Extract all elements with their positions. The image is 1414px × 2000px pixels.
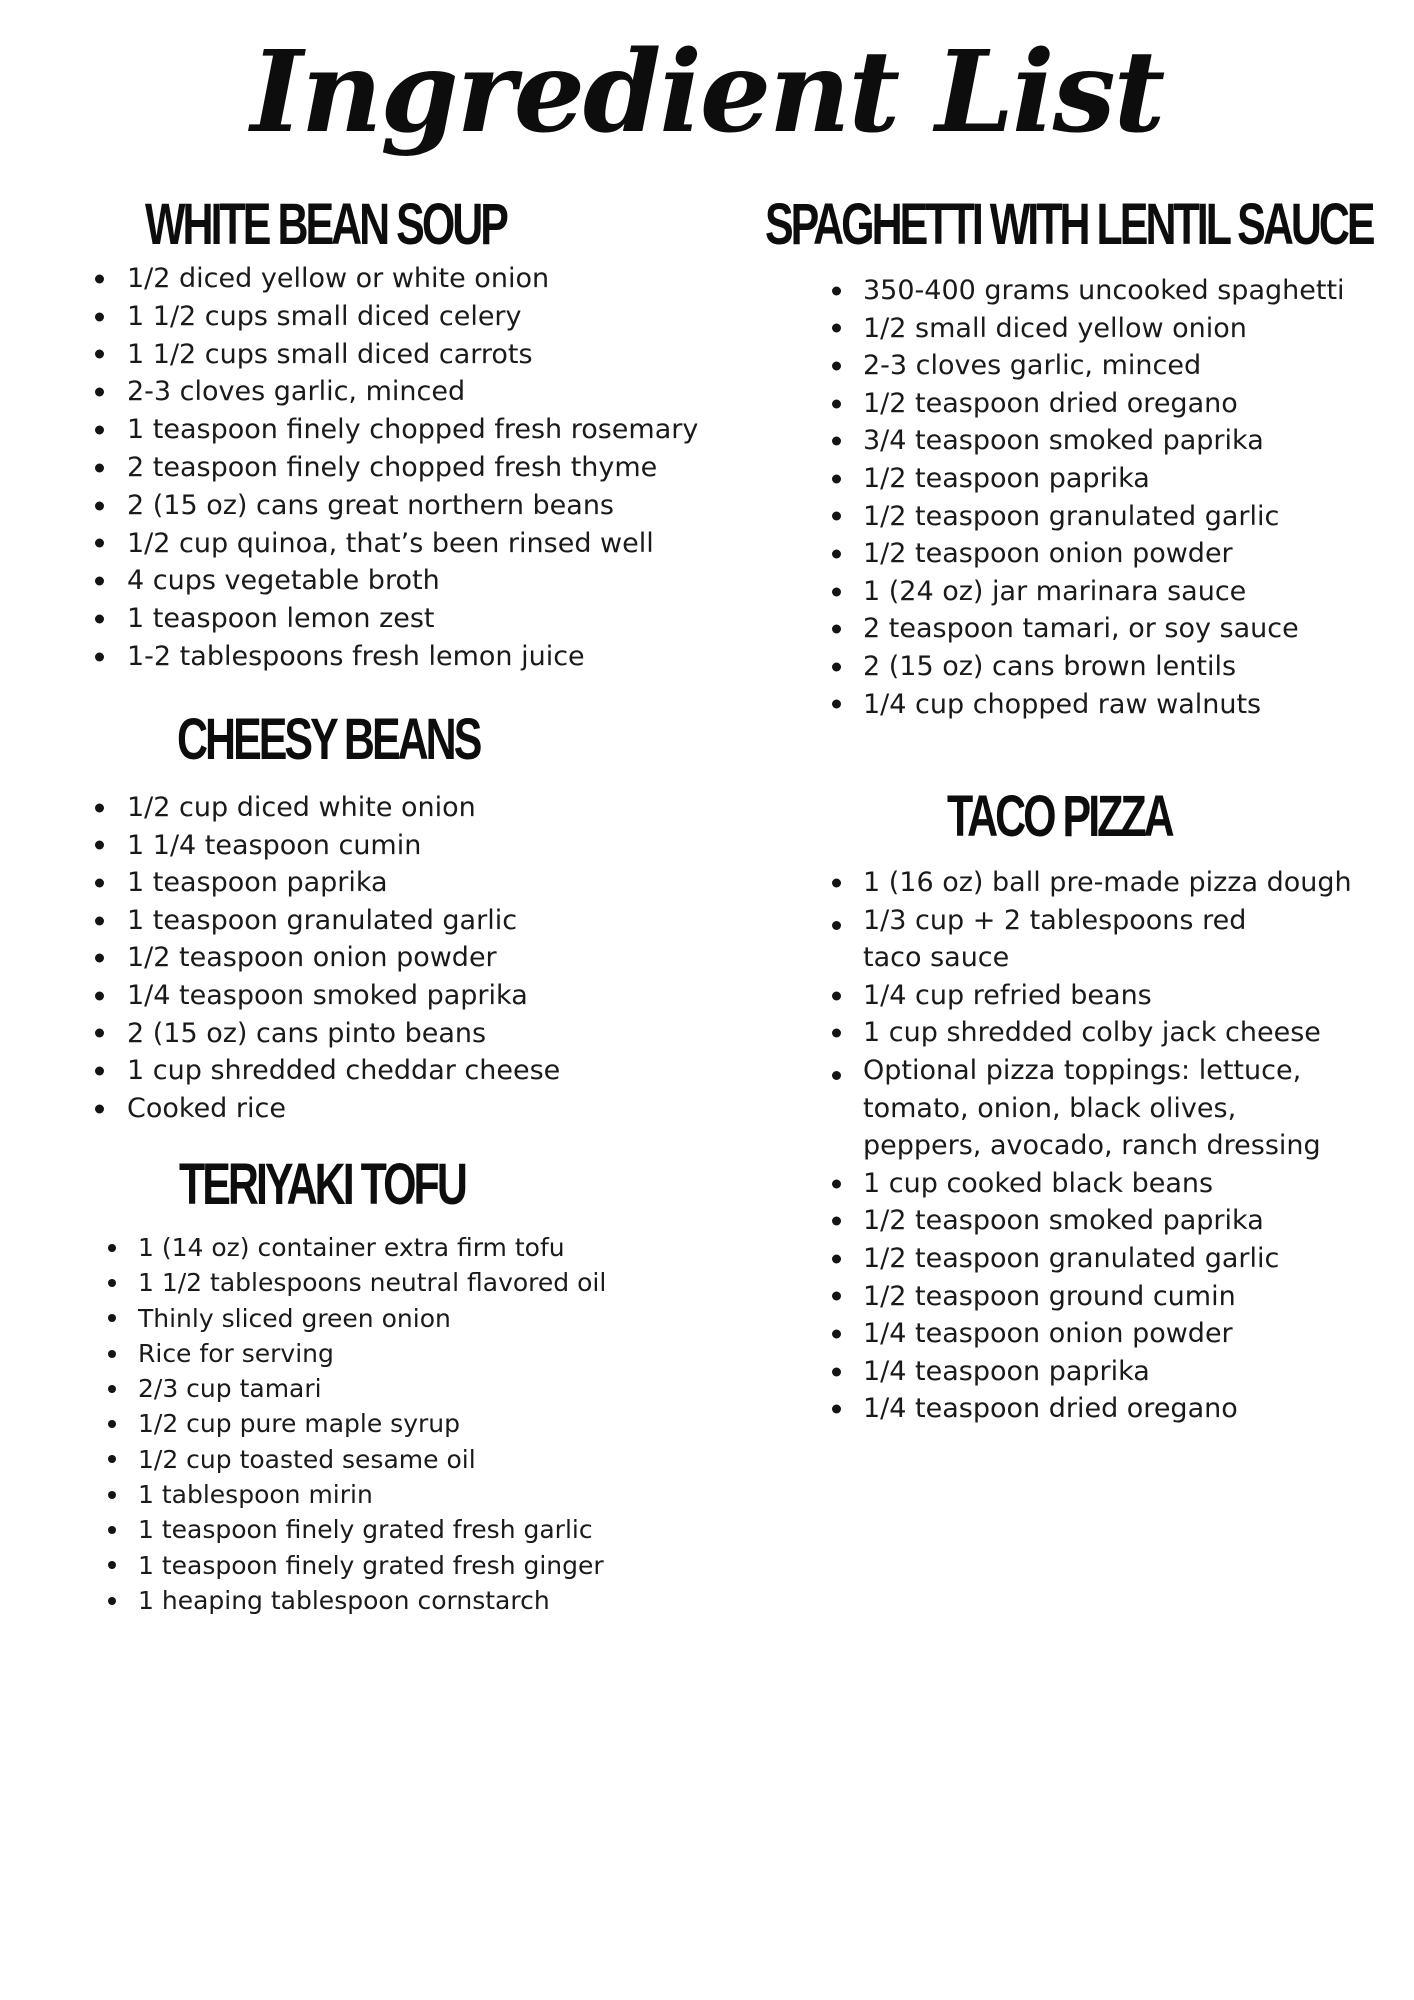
bullet-icon — [108, 1350, 116, 1358]
list-item: 1 (24 oz) jar marinara sauce — [832, 573, 1385, 611]
list-item: 1-2 tablespoons fresh lemon juice — [95, 638, 695, 676]
list-item: 1/2 teaspoon onion powder — [95, 939, 695, 977]
bullet-icon — [832, 1071, 841, 1080]
bullet-icon — [95, 916, 104, 925]
list-item: 1/4 teaspoon smoked paprika — [95, 977, 695, 1015]
bullet-icon — [108, 1279, 116, 1287]
list-item: 2 (15 oz) cans pinto beans — [95, 1015, 695, 1053]
page-title: Ingredient List — [250, 27, 1164, 158]
bullet-icon — [95, 463, 104, 472]
list-item: 1/4 teaspoon dried oregano — [832, 1390, 1392, 1428]
list-item: 1/2 cup toasted sesame oil — [108, 1442, 668, 1477]
list-item: 350-400 grams uncooked spaghetti — [832, 272, 1385, 310]
list-item: 1/2 teaspoon granulated garlic — [832, 498, 1385, 536]
bullet-icon — [832, 437, 841, 446]
bullet-icon — [95, 274, 104, 283]
list-item: 1 1/2 tablespoons neutral flavored oil — [108, 1265, 668, 1300]
list-item: 2 (15 oz) cans great northern beans — [95, 487, 695, 525]
bullet-icon — [832, 878, 841, 887]
bullet-icon — [95, 388, 104, 397]
bullet-icon — [832, 1179, 841, 1188]
bullet-icon — [832, 1254, 841, 1263]
ingredient-list — [832, 864, 1392, 1428]
list-item: 2-3 cloves garlic, minced — [95, 373, 695, 411]
list-item: 1 teaspoon paprika — [95, 864, 695, 902]
list-item: 1/2 teaspoon ground cumin — [832, 1278, 1392, 1316]
bullet-icon — [108, 1491, 116, 1499]
bullet-icon — [832, 324, 841, 333]
list-item: 1/2 diced yellow or white onion — [95, 260, 695, 298]
bullet-icon — [108, 1385, 116, 1393]
list-item: 1 1/2 cups small diced carrots — [95, 336, 695, 374]
bullet-icon — [95, 1066, 104, 1075]
list-item: 1/4 cup refried beans — [832, 977, 1392, 1015]
list-item: 1 teaspoon granulated garlic — [95, 902, 695, 940]
list-item: 2 teaspoon tamari, or soy sauce — [832, 610, 1385, 648]
bullet-icon — [832, 662, 841, 671]
section-white-bean-soup — [95, 190, 699, 676]
list-item: 2-3 cloves garlic, minced — [832, 347, 1385, 385]
section-heading: TERIYAKI TOFU — [179, 1152, 465, 1217]
section-heading: CHEESY BEANS — [177, 707, 480, 772]
bullet-icon — [832, 587, 841, 596]
list-item: 1 cup shredded cheddar cheese — [95, 1052, 695, 1090]
list-item: 2 teaspoon finely chopped fresh thyme — [95, 449, 695, 487]
list-item: 1/2 teaspoon smoked paprika — [832, 1202, 1392, 1240]
list-item: 1 cup shredded colby jack cheese — [832, 1014, 1392, 1052]
ingredient-list — [95, 260, 699, 676]
ingredient-list — [832, 272, 1385, 723]
bullet-icon — [832, 700, 841, 709]
list-item: 1/2 cup quinoa, that’s been rinsed well — [95, 525, 695, 563]
section-heading: TACO PIZZA — [947, 784, 1172, 849]
list-item: 1/2 cup diced white onion — [95, 789, 695, 827]
bullet-icon — [832, 361, 841, 370]
bullet-icon — [832, 625, 841, 634]
bullet-icon — [108, 1455, 116, 1463]
list-item: 1/4 teaspoon onion powder — [832, 1315, 1392, 1353]
list-item: 1 (16 oz) ball pre-made pizza dough — [832, 864, 1392, 902]
bullet-icon — [832, 286, 841, 295]
bullet-icon — [95, 426, 104, 435]
bullet-icon — [832, 1405, 841, 1414]
list-item: Optional pizza toppings: lettuce, tomato, onion, black olives, peppers, avocado, ranch dressing — [832, 1052, 1323, 1165]
bullet-icon — [832, 549, 841, 558]
bullet-icon — [95, 577, 104, 586]
bullet-icon — [108, 1244, 116, 1252]
list-item: 1 teaspoon lemon zest — [95, 600, 695, 638]
list-item: 1/2 teaspoon onion powder — [832, 535, 1385, 573]
bullet-icon — [832, 921, 841, 930]
bullet-icon — [95, 539, 104, 548]
list-item: Rice for serving — [108, 1336, 668, 1371]
list-item: 1/2 small diced yellow onion — [832, 310, 1385, 348]
list-item: 1/2 cup pure maple syrup — [108, 1406, 668, 1441]
list-item: Cooked rice — [95, 1090, 695, 1128]
list-item: 3/4 teaspoon smoked paprika — [832, 422, 1385, 460]
list-item: 2/3 cup tamari — [108, 1371, 668, 1406]
bullet-icon — [95, 1029, 104, 1038]
list-item: 1 teaspoon finely grated fresh garlic — [108, 1512, 668, 1547]
bullet-icon — [95, 312, 104, 321]
list-item: 1 teaspoon finely grated fresh ginger — [108, 1548, 668, 1583]
list-item: 2 (15 oz) cans brown lentils — [832, 648, 1385, 686]
bullet-icon — [95, 991, 104, 1000]
section-heading: WHITE BEAN SOUP — [145, 192, 506, 257]
bullet-icon — [108, 1597, 116, 1605]
list-item: 1/2 teaspoon dried oregano — [832, 385, 1385, 423]
list-item: 1 teaspoon finely chopped fresh rosemary — [95, 411, 695, 449]
bullet-icon — [95, 841, 104, 850]
bullet-icon — [108, 1420, 116, 1428]
list-item: 4 cups vegetable broth — [95, 562, 695, 600]
list-item: Thinly sliced green onion — [108, 1301, 668, 1336]
bullet-icon — [95, 803, 104, 812]
bullet-icon — [832, 1367, 841, 1376]
list-item: 1 1/4 teaspoon cumin — [95, 827, 695, 865]
list-item: 1/4 teaspoon paprika — [832, 1353, 1392, 1391]
ingredient-list — [108, 1230, 668, 1618]
bullet-icon — [108, 1314, 116, 1322]
list-item: 1/2 teaspoon paprika — [832, 460, 1385, 498]
list-item: 1 cup cooked black beans — [832, 1165, 1392, 1203]
bullet-icon — [832, 474, 841, 483]
section-taco-pizza — [832, 782, 1392, 1428]
bullet-icon — [832, 991, 841, 1000]
bullet-icon — [95, 652, 104, 661]
bullet-icon — [832, 1029, 841, 1038]
bullet-icon — [108, 1526, 116, 1534]
section-spaghetti-lentil-sauce — [765, 190, 1385, 723]
ingredient-list — [95, 789, 695, 1127]
bullet-icon — [108, 1561, 116, 1569]
bullet-icon — [832, 399, 841, 408]
bullet-icon — [95, 1104, 104, 1113]
list-item: 1/2 teaspoon granulated garlic — [832, 1240, 1392, 1278]
list-item: 1 tablespoon mirin — [108, 1477, 668, 1512]
section-teriyaki-tofu — [108, 1150, 668, 1618]
list-item: 1 heaping tablespoon cornstarch — [108, 1583, 668, 1618]
bullet-icon — [832, 512, 841, 521]
bullet-icon — [832, 1292, 841, 1301]
bullet-icon — [95, 350, 104, 359]
list-item: 1/4 cup chopped raw walnuts — [832, 686, 1385, 724]
list-item: 1/3 cup + 2 tablespoons red taco sauce — [832, 902, 1273, 977]
section-heading: SPAGHETTI WITH LENTIL SAUCE — [765, 192, 1373, 257]
section-cheesy-beans — [95, 705, 695, 1127]
bullet-icon — [95, 615, 104, 624]
bullet-icon — [832, 1329, 841, 1338]
list-item: 1 1/2 cups small diced celery — [95, 298, 695, 336]
bullet-icon — [95, 954, 104, 963]
bullet-icon — [95, 878, 104, 887]
bullet-icon — [95, 501, 104, 510]
bullet-icon — [832, 1217, 841, 1226]
list-item: 1 (14 oz) container extra firm tofu — [108, 1230, 668, 1265]
